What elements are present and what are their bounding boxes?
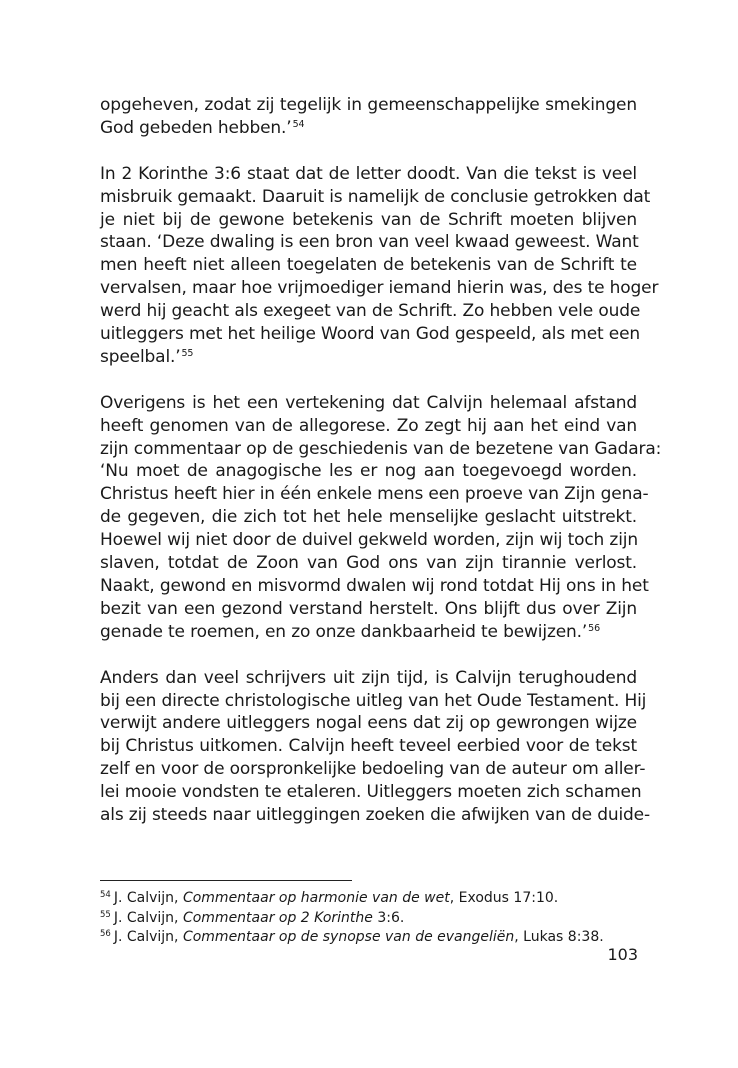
text-line <box>100 277 659 300</box>
footnote-separator <box>100 880 352 881</box>
footnotes <box>100 889 640 948</box>
line-text: bij Christus uitkomen. Calvijn heeft teveel eerbied voor de tekst <box>100 736 637 757</box>
text-line <box>100 758 646 781</box>
footnote <box>100 909 640 929</box>
footnote-number: 56 <box>100 929 111 939</box>
footnote-ref: 3:6. <box>372 909 405 926</box>
text-line <box>100 117 637 140</box>
footnote-reference[interactable]: 56 <box>588 622 600 634</box>
line-text: bezit van een gezond verstand herstelt. Ons blijft dus over Zijn <box>100 598 637 619</box>
body-text <box>100 94 662 850</box>
line-text: zijn commentaar op de geschiedenis van de bezetene van Gadara: <box>100 438 662 459</box>
page-number: 103 <box>607 945 638 964</box>
paragraph <box>100 94 637 140</box>
footnote-title: Commentaar op de synopse van de evangeliën <box>182 929 515 945</box>
text-line <box>100 598 637 621</box>
line-text: misbruik gemaakt. Daaruit is namelijk de conclusie getrokken dat <box>100 186 651 207</box>
line-text: men heeft niet alleen toegelaten de betekenis van de Schrift te <box>100 255 637 276</box>
footnote-ref: , Exodus 17:10. <box>449 890 559 906</box>
text-line <box>100 735 637 758</box>
text-line <box>100 163 637 186</box>
text-line <box>100 483 649 506</box>
footnote-reference[interactable]: 54 <box>292 118 305 130</box>
line-text: heeft genomen van de allegorese. Zo zegt hij aan het eind van <box>100 415 637 436</box>
paragraph <box>100 667 650 827</box>
line-text: slaven, totdat de Zoon van God ons van zijn tirannie verlost. <box>100 553 637 574</box>
line-text: staan. ‘Deze dwaling is een bron van veel kwaad geweest. Want <box>100 232 639 253</box>
line-text: bij een directe christologische uitleg van het Oude Testament. Hij <box>100 690 647 711</box>
text-line <box>100 667 637 690</box>
line-text: vervalsen, maar hoe vrijmoediger iemand hierin was, des te hoger <box>100 278 659 299</box>
line-text: verwijt andere uitleggers nogal eens dat zij op gewrongen wijze <box>100 713 637 734</box>
paragraph <box>100 163 659 369</box>
line-text: zelf en voor de oorspronkelijke bedoeling van de auteur om aller- <box>100 759 646 780</box>
text-line <box>100 690 647 713</box>
text-line <box>100 323 641 346</box>
footnote <box>100 928 640 948</box>
text-line <box>100 552 637 575</box>
footnote-title: Commentaar op 2 Korinthe <box>182 909 373 926</box>
line-text: God gebeden hebben.’ <box>100 117 292 138</box>
text-line <box>100 575 649 598</box>
text-line <box>100 460 637 483</box>
footnote-number: 54 <box>100 890 111 900</box>
line-text: de gegeven, die zich tot het hele menselijke geslacht uitstrekt. <box>100 507 637 528</box>
text-line <box>100 781 642 804</box>
line-text: je niet bij de gewone betekenis van de Schrift moeten blijven <box>100 209 637 230</box>
line-text: speelbal.’ <box>100 346 181 367</box>
footnote-author: J. Calvijn, <box>113 909 183 926</box>
text-line <box>100 346 637 369</box>
line-text: als zij steeds naar uitleggingen zoeken die afwijken van de duide- <box>100 805 650 826</box>
text-line <box>100 231 637 254</box>
text-line <box>100 506 637 529</box>
text-line <box>100 529 637 552</box>
paragraph <box>100 392 662 644</box>
footnote-author: J. Calvijn, <box>113 929 183 945</box>
line-text: Naakt, gewond en misvormd dwalen wij rond totdat Hij ons in het <box>100 576 649 596</box>
line-text: Hoewel wij niet door de duivel gekweld worden, zijn wij toch zijn <box>100 530 638 551</box>
text-line <box>100 621 637 644</box>
text-line <box>100 186 651 209</box>
line-text: uitleggers met het heilige Woord van God gespeeld, als met een <box>100 324 641 345</box>
footnote-reference[interactable]: 55 <box>181 347 194 359</box>
footnote-title: Commentaar op harmonie van de wet <box>182 890 450 906</box>
text-line <box>100 209 637 232</box>
text-line <box>100 300 641 323</box>
footnote-number: 55 <box>100 909 111 920</box>
line-text: werd hij geacht als exegeet van de Schrift. Zo hebben vele oude <box>100 301 641 322</box>
footnote-author: J. Calvijn, <box>113 890 183 906</box>
line-text: Overigens is het een vertekening dat Calvijn helemaal afstand <box>100 392 637 413</box>
line-text: ‘Nu moet de anagogische les er nog aan toegevoegd worden. <box>100 461 637 482</box>
text-line <box>100 712 637 735</box>
text-line <box>100 804 650 827</box>
line-text: opgeheven, zodat zij tegelijk in gemeenschappelijke smekingen <box>100 95 637 115</box>
footnote-ref: , Lukas 8:38. <box>514 929 604 945</box>
footnote <box>100 889 640 909</box>
text-line <box>100 392 637 415</box>
line-text: Anders dan veel schrijvers uit zijn tijd, is Calvijn terughoudend <box>100 667 637 688</box>
text-line <box>100 438 662 461</box>
line-text: genade te roemen, en zo onze dankbaarheid te bewijzen.’ <box>100 621 588 642</box>
line-text: lei mooie vondsten te etaleren. Uitleggers moeten zich schamen <box>100 782 642 803</box>
text-line <box>100 415 637 438</box>
line-text: Christus heeft hier in één enkele mens een proeve van Zijn gena- <box>100 484 649 505</box>
text-line <box>100 254 637 277</box>
line-text: In 2 Korinthe 3:6 staat dat de letter doodt. Van die tekst is veel <box>100 163 637 184</box>
text-line <box>100 94 637 117</box>
